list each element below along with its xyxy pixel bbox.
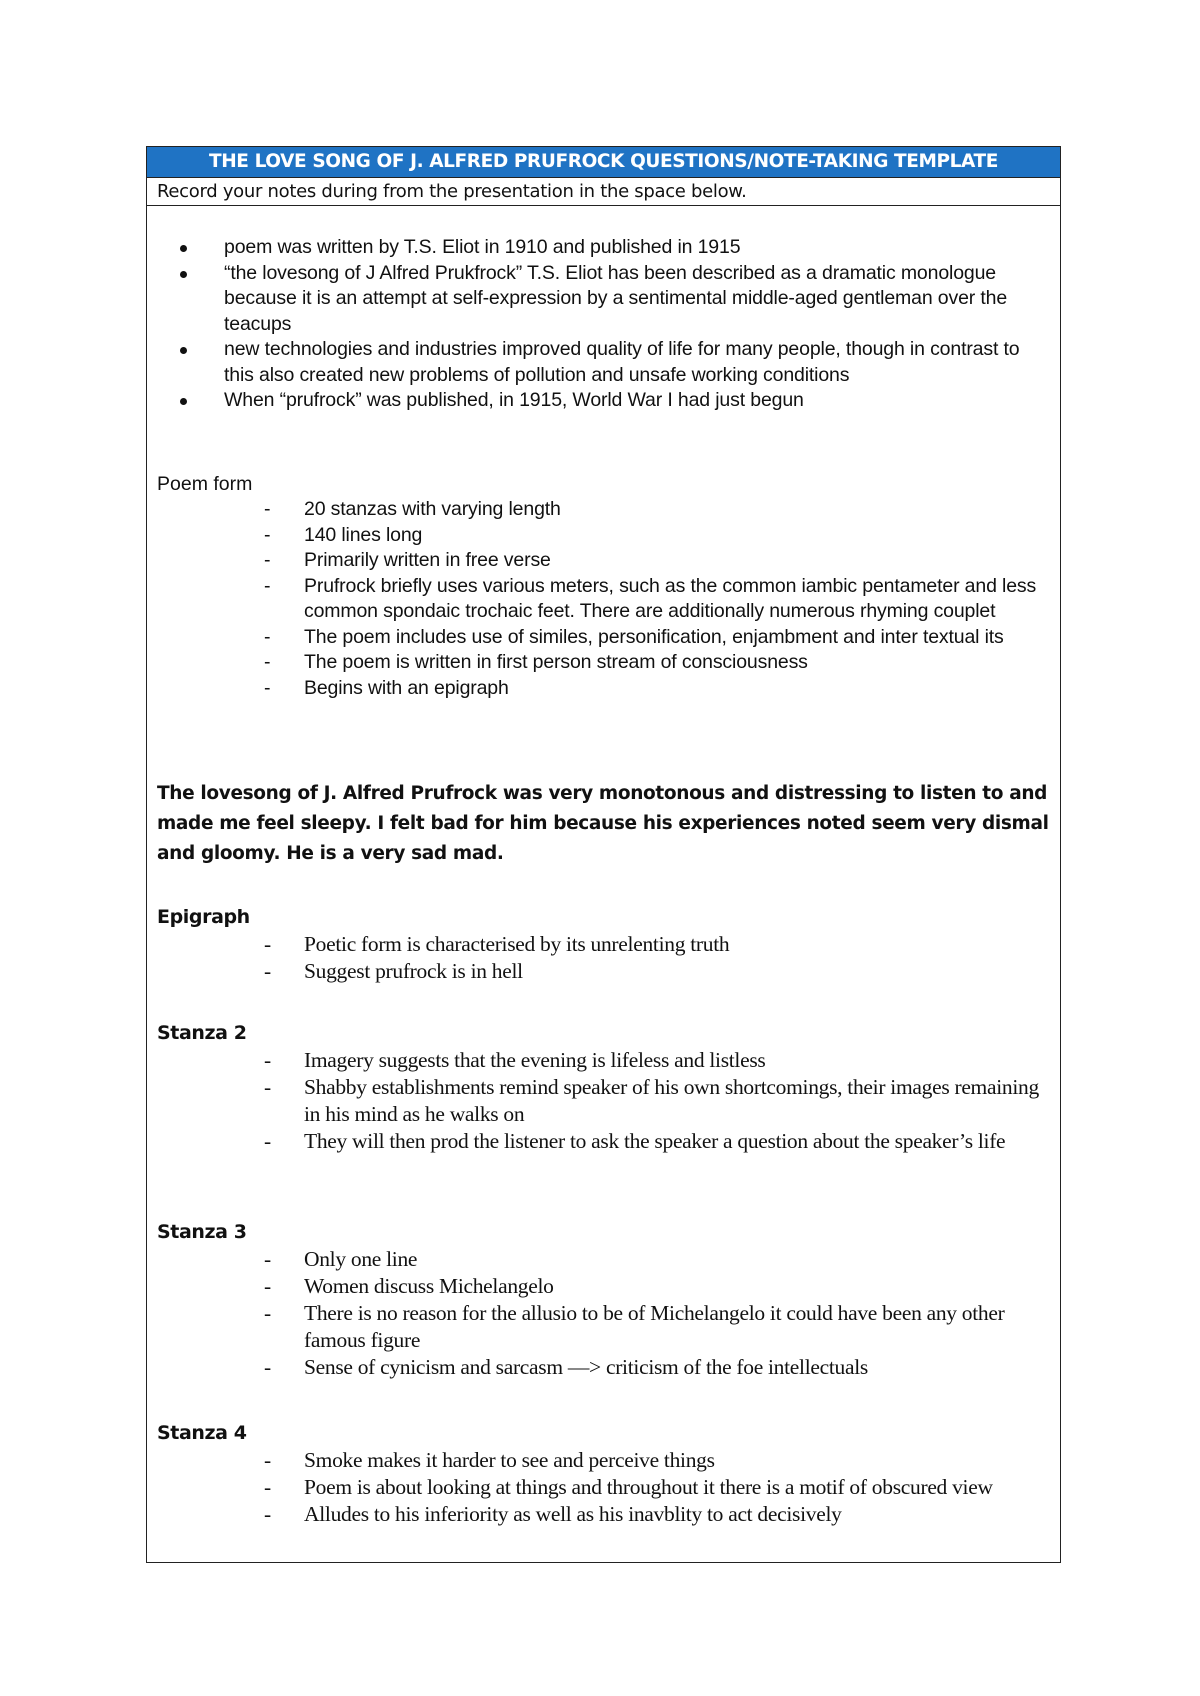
list-item: new technologies and industries improved quality of life for many people, though in contrast to this also created new problems of pollution and unsafe working conditions [180, 337, 1050, 388]
bullet-dot-icon [180, 347, 187, 354]
list-item: - Imagery suggests that the evening is lifeless and listless [264, 1048, 766, 1072]
list-item: - They will then prod the listener to ask the speaker a question about the speaker’s life [264, 1129, 1006, 1153]
stanza-4-section [157, 1419, 1057, 1528]
list-item: poem was written by T.S. Eliot in 1910 and published in 1915 [180, 235, 1050, 261]
section-heading: Epigraph [157, 906, 250, 928]
list-item: - Poem is about looking at things and throughout it there is a motif of obscured view [264, 1475, 993, 1499]
list-item: - Shabby establishments remind speaker of his own shortcomings, their images remaining in his mind as he walks on [264, 1075, 1039, 1126]
list-item: - 20 stanzas with varying length [264, 498, 561, 520]
list-item: “the lovesong of J Alfred Prukfrock” T.S. Eliot has been described as a dramatic monologue because it is an attempt at self-expression by a sentimental middle-aged gentleman over the teacups [180, 261, 1050, 338]
list-item: - Primarily written in free verse [264, 549, 551, 571]
table-title: THE LOVE SONG OF J. ALFRED PRUFROCK QUESTIONS/NOTE-TAKING TEMPLATE [147, 147, 1060, 177]
intro-bullet-list [180, 235, 1050, 414]
list-item: - 140 lines long [264, 523, 423, 546]
stanza-2-section [157, 1019, 1057, 1155]
section-heading: Stanza 4 [157, 1422, 247, 1444]
list-item: - Alludes to his inferiority as well as his inavblity to act decisively [264, 1502, 842, 1526]
poem-form-label: Poem form [157, 473, 253, 495]
section-heading: Stanza 2 [157, 1022, 247, 1044]
bullet-dot-icon [180, 398, 187, 405]
list-item: - Poetic form is characterised by its unrelenting truth [264, 932, 730, 956]
list-item: - Suggest prufrock is in hell [264, 959, 523, 983]
reflection-paragraph: The lovesong of J. Alfred Prufrock was very monotonous and distressing to listen to and made me feel sleepy. I felt bad for him because his experiences noted seem very dismal and gloomy. He is a very sad mad. [157, 783, 1049, 864]
list-item: - Only one line [264, 1247, 418, 1271]
bullet-dot-icon [180, 245, 187, 252]
list-item: - Begins with an epigraph [264, 676, 509, 699]
notes-table [146, 146, 1061, 1563]
bullet-dot-icon [180, 271, 187, 278]
list-item: - Smoke makes it harder to see and perceive things [264, 1448, 715, 1472]
list-item: - Women discuss Michelangelo [264, 1274, 554, 1298]
list-item: - Sense of cynicism and sarcasm —> criticism of the foe intellectuals [264, 1355, 868, 1379]
list-item: - The poem includes use of similes, personification, enjambment and inter textual its [264, 625, 1004, 648]
poem-form-section [157, 471, 1057, 701]
list-item: - There is no reason for the allusio to be of Michelangelo it could have been any other famous figure [264, 1301, 1005, 1352]
list-item: - The poem is written in first person stream of consciousness [264, 651, 808, 673]
section-heading: Stanza 3 [157, 1221, 247, 1243]
poem-form-list [157, 497, 1057, 701]
epigraph-section [157, 903, 1057, 985]
instruction-row: Record your notes during from the presentation in the space below. [147, 177, 1060, 206]
list-item: When “prufrock” was published, in 1915, World War I had just begun [180, 388, 1050, 414]
list-item: - Prufrock briefly uses various meters, such as the common iambic pentameter and less common spondaic trochaic feet. There are additionally numerous rhyming couplet [264, 574, 1037, 622]
stanza-3-section [157, 1218, 1057, 1381]
